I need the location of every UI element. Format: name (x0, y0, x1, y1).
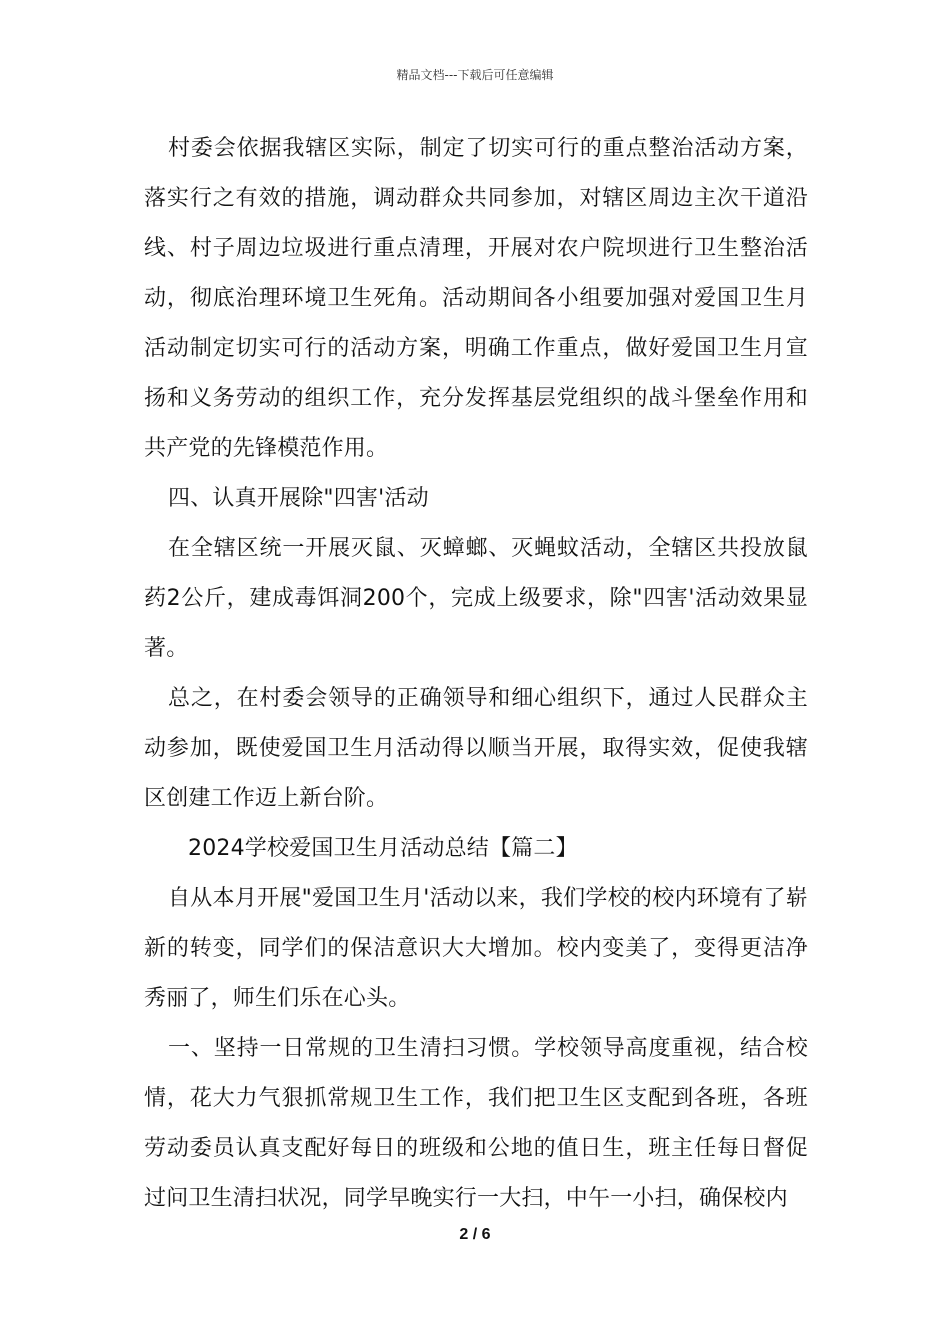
paragraph-pest-control: 在全辖区统一开展灭鼠、灭蟑螂、灭蝇蚊活动，全辖区共投放鼠药2公斤，建成毒饵洞200个，完成上级要求，除"四害'活动效果显著。 (144, 536, 808, 661)
paragraph-daily-cleaning: 一、坚持一日常规的卫生清扫习惯。学校领导高度重视，结合校情，花大力气狠抓常规卫生工作，我们把卫生区支配到各班，各班劳动委员认真支配好每日的班级和公地的值日生，班主任每日督促过问卫生清扫状况，同学早晚实行一大扫，中午一小扫，确保校内 (144, 1036, 808, 1211)
page-header: 精品文档---下载后可任意编辑 (396, 68, 554, 82)
document-body (144, 124, 808, 1224)
paragraph-village-committee-plan: 村委会依据我辖区实际，制定了切实可行的重点整治活动方案，落实行之有效的措施，调动群众共同参加，对辖区周边主次干道沿线、村子周边垃圾进行重点清理，开展对农户院坝进行卫生整治活动，彻底治理环境卫生死角。活动期间各小组要加强对爱国卫生月活动制定切实可行的活动方案，明确工作重点，做好爱国卫生月宣扬和义务劳动的组织工作，充分发挥基层党组织的战斗堡垒作用和共产党的先锋模范作用。 (144, 136, 808, 461)
section-heading-four-pests: 四、认真开展除"四害'活动 (168, 486, 429, 511)
paragraph-school-intro: 自从本月开展"爱国卫生月'活动以来，我们学校的校内环境有了崭新的转变，同学们的保洁意识大大增加。校内变美了，变得更洁净秀丽了，师生们乐在心头。 (144, 886, 808, 1011)
page-number: 2 / 6 (459, 1226, 491, 1243)
article-title-part-two: 2024学校爱国卫生月活动总结【篇二】 (188, 836, 578, 861)
paragraph-summary: 总之，在村委会领导的正确领导和细心组织下，通过人民群众主动参加，既使爱国卫生月活动得以顺当开展，取得实效，促使我辖区创建工作迈上新台阶。 (144, 686, 808, 811)
